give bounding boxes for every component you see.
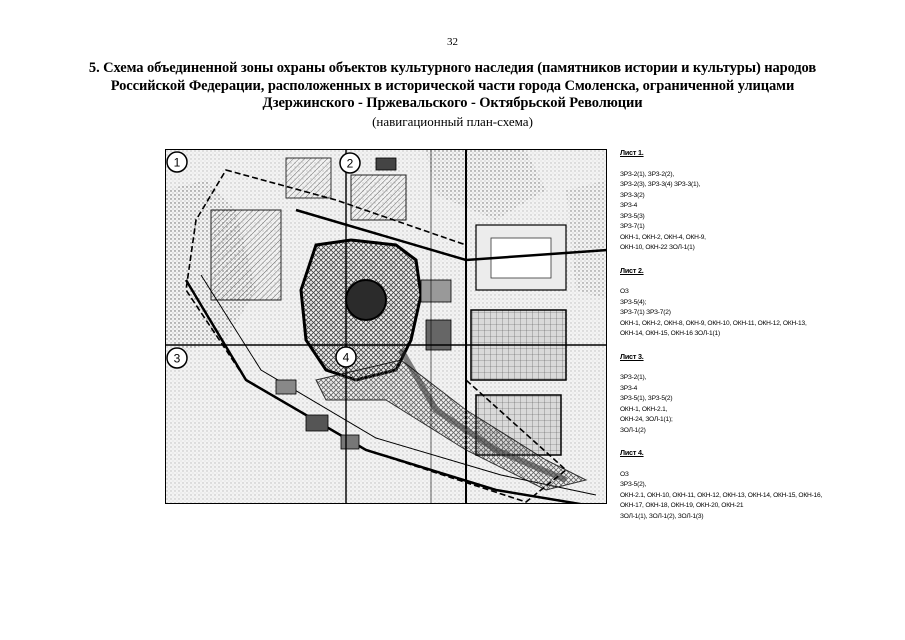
title-line-1: 5. Схема объединенной зоны охраны объектов культурного наследия (памятников истории и культуры) народов (88, 60, 817, 76)
building-1 (306, 415, 328, 431)
legend-line: ОКН-1, ОКН-2.1, (620, 405, 668, 413)
legend-line: ЗРЗ-3(2) (620, 191, 645, 199)
legend-line: ЗРЗ-7(1) ЗРЗ-7(2) (620, 309, 671, 316)
sheet-marker-4-label: 4 (342, 350, 350, 365)
title-line-3: Дзержинского - Пржевальского - Октябрьской Революции (262, 95, 643, 111)
page-number: 32 (447, 36, 458, 48)
legend-line: ОКН-24, ЗОЛ-1(1); (620, 416, 673, 423)
legend-line: ОЗ (620, 288, 629, 295)
title-block (40, 60, 865, 130)
legend-line: ЗРЗ-2(1), (620, 374, 647, 381)
building-6 (376, 158, 396, 170)
legend-line: ЗРЗ-5(3) (620, 212, 645, 220)
legend-line: ЗРЗ-2(3), ЗРЗ-3(4) ЗРЗ-3(1), (620, 181, 701, 188)
building-5 (276, 380, 296, 394)
navigation-map (165, 149, 607, 504)
block-north (351, 175, 406, 220)
legend-line: ЗРЗ-4 (620, 384, 638, 392)
legend-line: ЗРЗ-2(1), ЗРЗ-2(2), (620, 170, 674, 178)
legend-line: ОКН-2.1, ОКН-10, ОКН-11, ОКН-12, ОКН-13, ОКН-14, ОКН-15, ОКН-16, (620, 491, 823, 499)
subtitle: (навигационный план-схема) (372, 113, 533, 129)
sheet-marker-4 (336, 347, 356, 367)
legend (620, 148, 890, 534)
sheet-marker-3-label: 3 (173, 351, 181, 366)
sheet-marker-1-label: 1 (173, 155, 181, 170)
legend-sheet-1-heading: Лист 1. (620, 148, 644, 157)
sheet-marker-3 (167, 348, 187, 368)
sheet-marker-2 (340, 153, 360, 173)
block-west (211, 210, 281, 300)
legend-line: ЗОЛ-1(1), ЗОЛ-1(2), ЗОЛ-1(3) (620, 512, 704, 520)
legend-line: ОКН-1, ОКН-2, ОКН-4, ОКН-9, (620, 233, 706, 241)
title-line-2: Российской Федерации, расположенных в исторической части города Смоленска, ограниченной улицами (110, 77, 795, 94)
map-drawing (166, 150, 607, 504)
legend-line: ЗРЗ-5(2), (620, 481, 647, 488)
legend-sheet-1 (620, 148, 890, 254)
legend-line: ЗРЗ-5(4); (620, 298, 647, 306)
building-3 (421, 280, 451, 302)
sheet-marker-2-label: 2 (346, 156, 354, 171)
legend-sheet-3-heading: Лист 3. (620, 351, 644, 361)
legend-line: ЗРЗ-4 (620, 202, 638, 209)
legend-line: ЗОЛ-1(2) (620, 426, 646, 434)
legend-sheet-2-heading: Лист 2. (620, 265, 644, 275)
legend-line: ЗРЗ-7(1) (620, 223, 645, 230)
legend-sheet-3 (620, 352, 890, 437)
legend-line: ОКН-1, ОКН-2, ОКН-8, ОКН-9, ОКН-10, ОКН-11, ОКН-12, ОКН-13, (620, 319, 807, 327)
sheet-marker-1 (167, 152, 187, 172)
legend-sheet-4-heading: Лист 4. (620, 448, 644, 457)
fortress-center (346, 280, 386, 320)
legend-line: ОКН-14, ОКН-15, ОКН-16 ЗОЛ-1(1) (620, 330, 720, 337)
legend-line: ОКН-10, ОКН-22 ЗОЛ-1(1) (620, 244, 695, 251)
legend-line: ОЗ (620, 470, 629, 478)
legend-line: ОКН-17, ОКН-18, ОКН-19, ОКН-20, ОКН-21 (620, 502, 744, 509)
building-2 (341, 435, 359, 449)
legend-line: ЗРЗ-5(1), ЗРЗ-5(2) (620, 395, 673, 402)
legend-sheet-2 (620, 266, 890, 340)
legend-sheet-4 (620, 448, 890, 522)
